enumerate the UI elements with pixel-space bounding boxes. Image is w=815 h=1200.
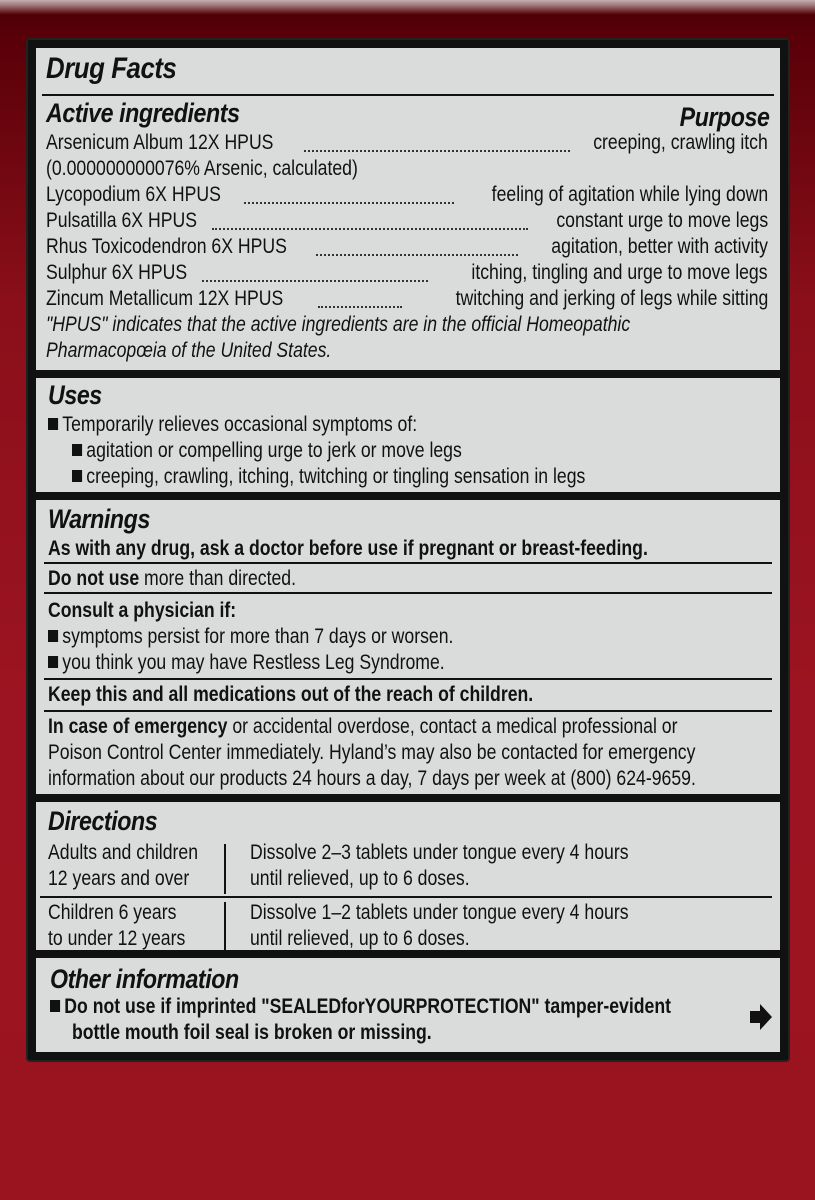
age-group: Adults and children [48,841,199,864]
dosage: Dissolve 1–2 tablets under tongue every 4 hours [250,901,629,924]
emergency-line3: information about our products 24 hours a day, 7 days per week at (800) 624-9659. [48,767,696,790]
ingredient-list [36,130,780,362]
warnings-section [36,500,780,794]
ingredient-row: Rhus Toxicodendron 6X HPUS agitation, better with activity [46,235,768,258]
purpose-heading: Purpose [680,102,770,132]
ingredient-row: (0.000000000076% Arsenic, calculated) [46,157,358,180]
keep-out-of-reach: Keep this and all medications out of the reach of children. [48,683,534,706]
leader-dots [316,234,518,256]
title-rule [42,94,774,96]
leader-dots [244,182,454,204]
do-not-use-warning: Do not use more than directed. [48,567,297,590]
bullet-icon [48,656,58,668]
pregnancy-warning: As with any drug, ask a doctor before use if pregnant or breast-feeding. [48,537,648,560]
directions-heading: Directions [48,806,158,836]
active-ingredients-heading: Active ingredients [46,98,240,128]
dosage: Dissolve 2–3 tablets under tongue every 4 hours [250,841,629,864]
leader-dots [202,260,428,282]
uses-section [36,378,780,492]
bullet-icon [72,444,82,456]
other-information-heading: Other information [50,964,239,994]
bullet-icon [48,418,58,430]
age-group: to under 12 years [48,927,186,950]
uses-intro: Temporarily relieves occasional symptoms of: [48,412,417,438]
emergency-line1: In case of emergency or accidental overdose, contact a medical professional or [48,715,678,738]
ingredient-row: Zincum Metallicum 12X HPUS twitching and jerking of legs while sitting [46,287,768,310]
other-information-section [36,958,780,1052]
dosage: until relieved, up to 6 doses. [250,867,470,890]
emergency-line2: Poison Control Center immediately. Hyland’s may also be contacted for emergency [48,741,696,764]
drug-facts-title: Drug Facts [46,52,177,85]
consult-item: you think you may have Restless Leg Syndrome. [48,650,445,676]
other-information-line1: Do not use if imprinted "SEALEDforYOURPROTECTION" tamper-evident [50,994,671,1020]
directions-rule [40,896,772,898]
hpus-note-line2: Pharmacopœia of the United States. [46,339,332,362]
directions-divider [224,902,226,950]
bullet-icon [72,470,82,482]
leader-dots [318,286,402,308]
warning-rule [44,710,772,712]
uses-item: agitation or compelling urge to jerk or move legs [72,438,462,464]
bullet-icon [48,630,58,642]
hpus-note-line1: "HPUS" indicates that the active ingredients are in the official Homeopathic [46,313,631,336]
age-group: Children 6 years [48,901,177,924]
ingredient-row: Pulsatilla 6X HPUS constant urge to move legs [46,209,768,232]
active-ingredients-section [36,48,780,370]
bullet-icon [50,1000,60,1012]
ingredient-row: Sulphur 6X HPUS itching, tingling and urge to move legs [46,261,768,284]
directions-section [36,802,780,950]
leader-dots [304,130,570,152]
uses-item: creeping, crawling, itching, twitching or tingling sensation in legs [72,464,585,490]
warning-rule [44,562,772,564]
warning-rule [44,592,772,594]
drug-facts-panel [28,40,788,1060]
directions-divider [224,844,226,894]
leader-dots [212,208,528,230]
consult-heading: Consult a physician if: [48,599,237,622]
dosage: until relieved, up to 6 doses. [250,927,470,950]
age-group: 12 years and over [48,867,190,890]
other-information-line2: bottle mouth foil seal is broken or missing. [72,1021,432,1044]
uses-heading: Uses [48,380,102,410]
box-top-edge [0,0,815,14]
warnings-heading: Warnings [48,504,150,534]
continue-arrow-icon [750,1004,772,1030]
ingredient-row: Lycopodium 6X HPUS feeling of agitation while lying down [46,183,768,206]
consult-item: symptoms persist for more than 7 days or worsen. [48,624,453,650]
warning-rule [44,678,772,680]
ingredient-row: Arsenicum Album 12X HPUS creeping, crawling itch [46,131,768,154]
